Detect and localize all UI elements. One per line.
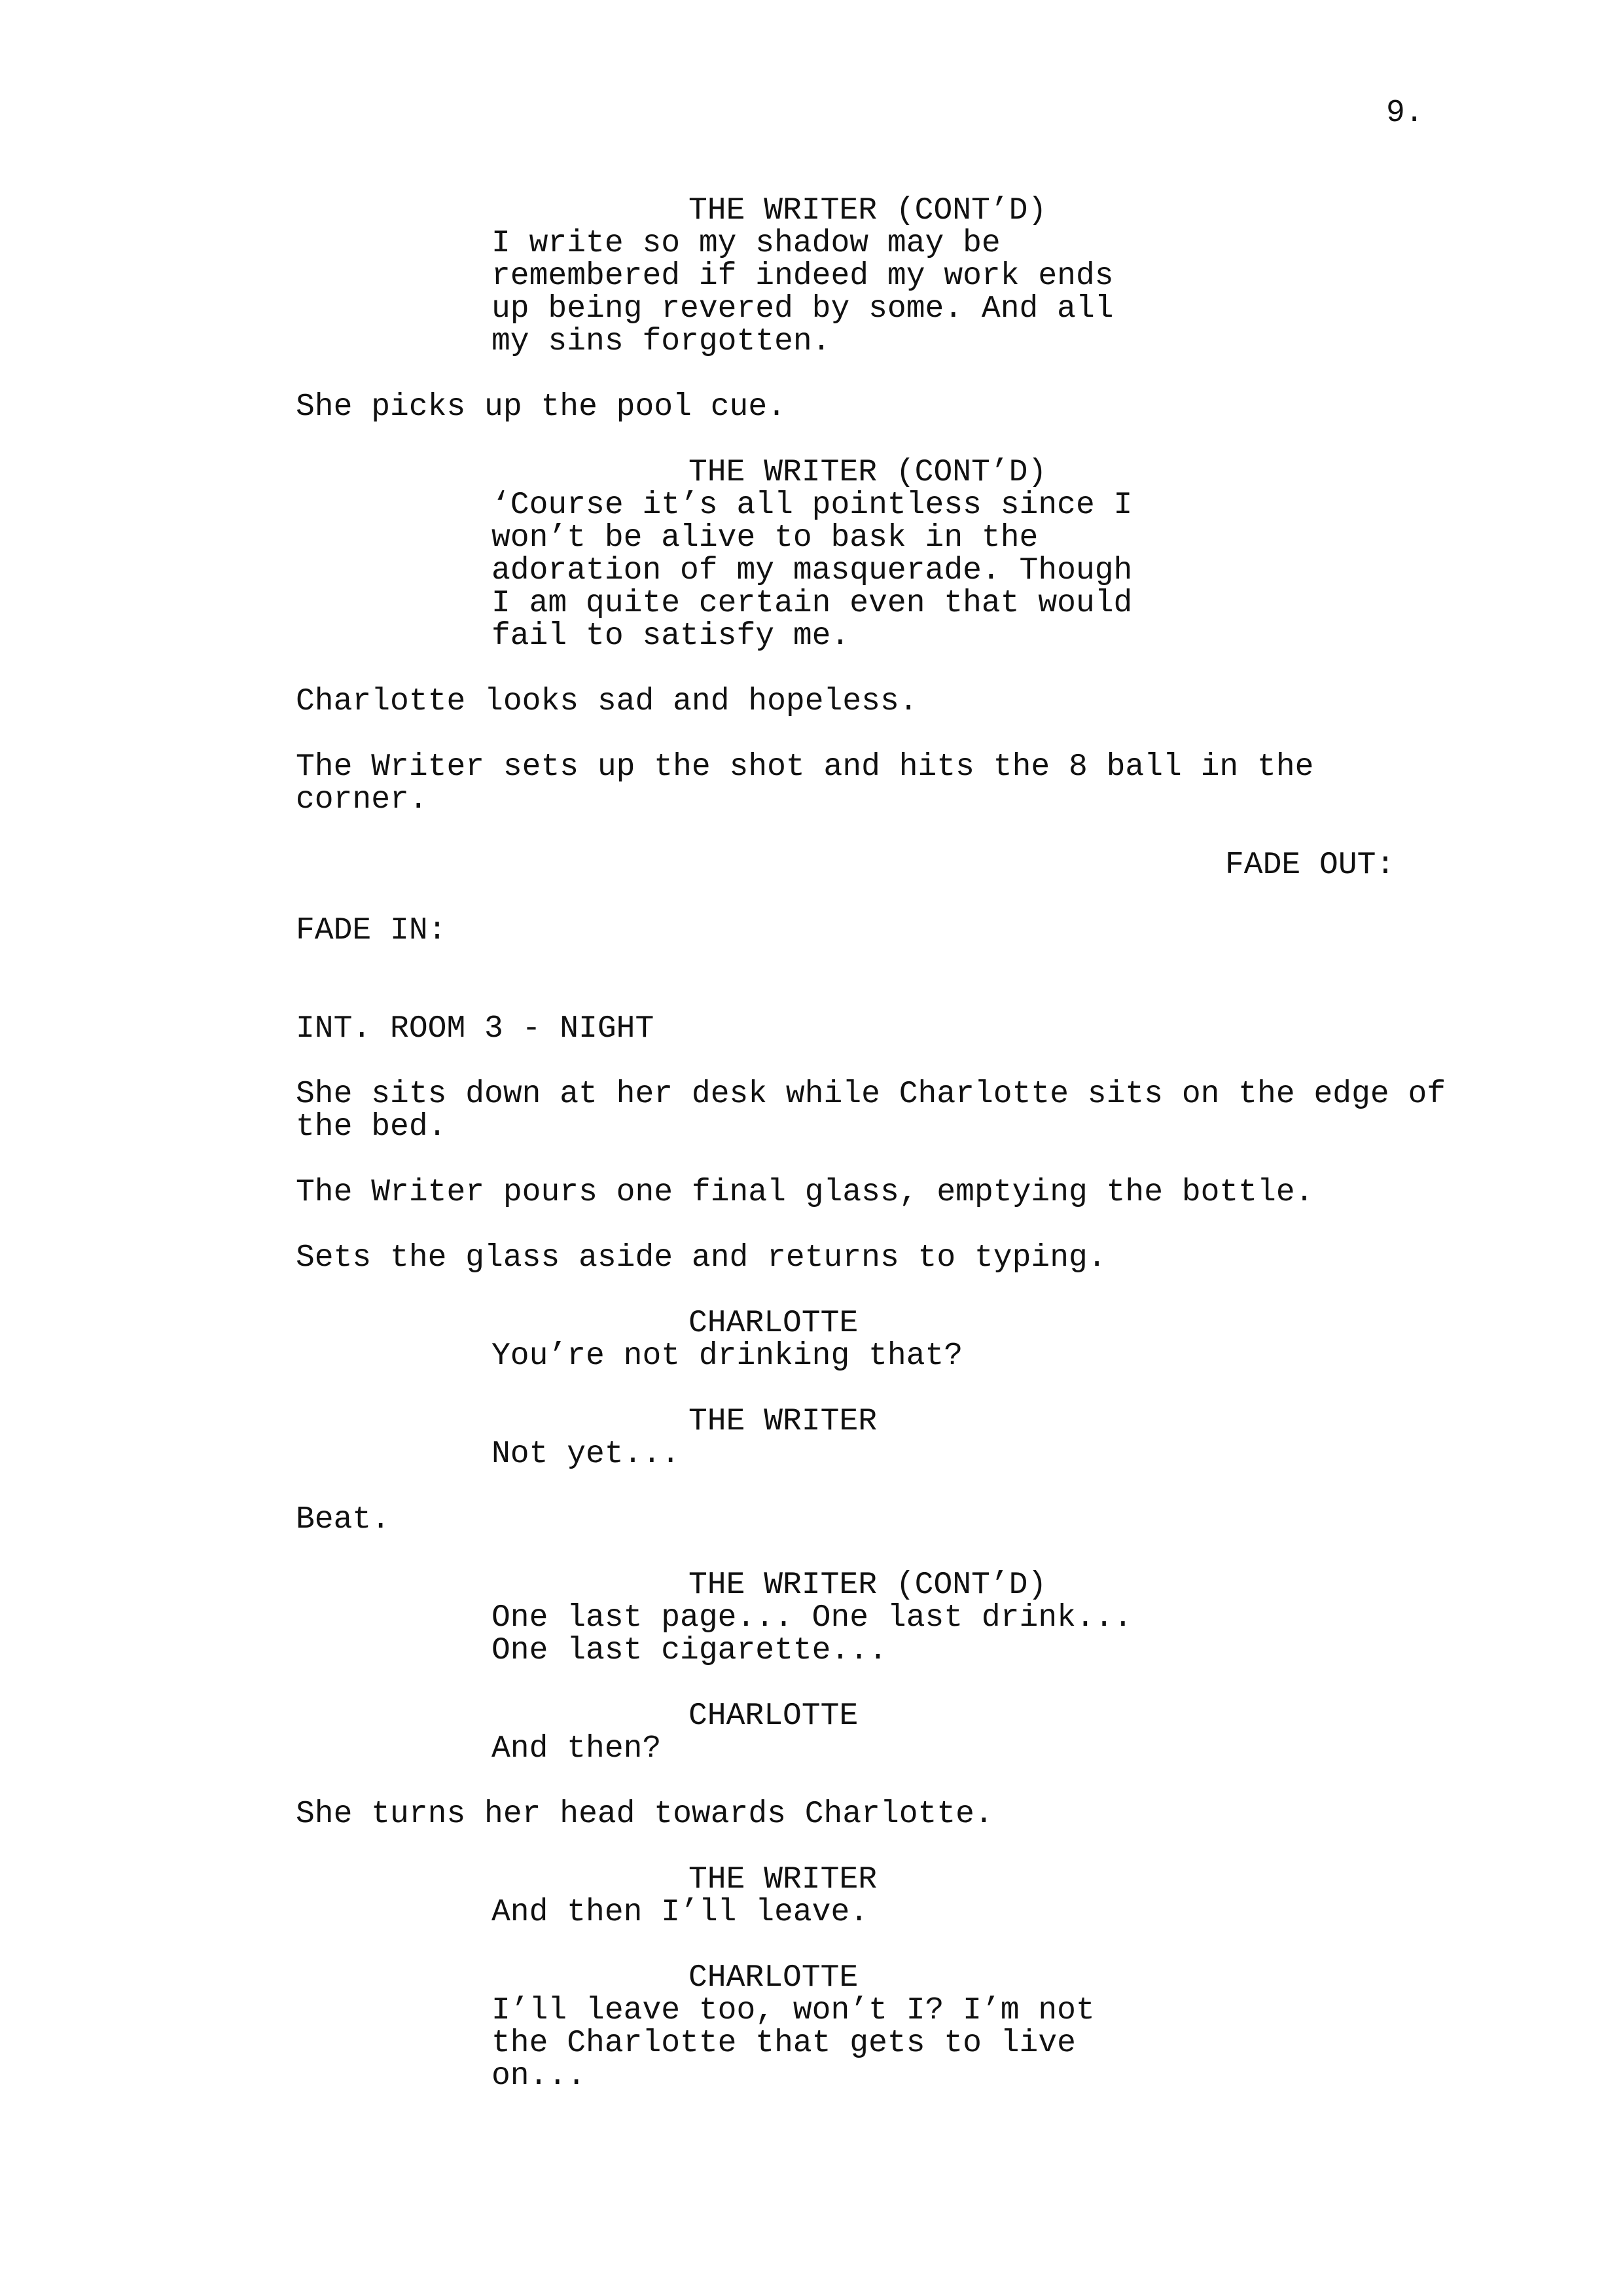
dialogue-line: on... bbox=[491, 2058, 586, 2094]
action-line: the bed. bbox=[296, 1109, 447, 1145]
action-line: She picks up the pool cue. bbox=[296, 389, 786, 425]
dialogue-line: up being revered by some. And all bbox=[491, 291, 1114, 327]
dialogue-line: One last page... One last drink... bbox=[491, 1600, 1133, 1636]
action-line: The Writer pours one final glass, emptying the bottle. bbox=[296, 1175, 1314, 1210]
page-number: 9. bbox=[1386, 96, 1424, 131]
dialogue-line: remembered if indeed my work ends bbox=[491, 259, 1114, 294]
dialogue-line: I’ll leave too, won’t I? I’m not bbox=[491, 1993, 1095, 2028]
dialogue-line: And then? bbox=[491, 1731, 662, 1767]
character-cue: CHARLOTTE bbox=[688, 1960, 859, 1996]
action-line: Beat. bbox=[296, 1502, 391, 1537]
character-cue: THE WRITER bbox=[688, 1862, 878, 1897]
dialogue-line: my sins forgotten. bbox=[491, 324, 831, 359]
dialogue-line: One last cigarette... bbox=[491, 1633, 887, 1668]
dialogue-line: Not yet... bbox=[491, 1437, 681, 1472]
character-cue: CHARLOTTE bbox=[688, 1698, 859, 1734]
action-line: Charlotte looks sad and hopeless. bbox=[296, 684, 918, 719]
transition: FADE OUT: bbox=[1225, 848, 1395, 883]
dialogue-line: I write so my shadow may be bbox=[491, 226, 1001, 261]
dialogue-line: ‘Course it’s all pointless since I bbox=[491, 488, 1133, 523]
dialogue-line: won’t be alive to bask in the bbox=[491, 520, 1039, 556]
action-line: corner. bbox=[296, 782, 428, 817]
character-cue: THE WRITER (CONT’D) bbox=[688, 455, 1047, 490]
scene-heading: INT. ROOM 3 - NIGHT bbox=[296, 1011, 654, 1047]
action-line: The Writer sets up the shot and hits the 8 ball in the bbox=[296, 749, 1314, 785]
dialogue-line: I am quite certain even that would bbox=[491, 586, 1133, 621]
character-cue: THE WRITER (CONT’D) bbox=[688, 193, 1047, 228]
action-line: She turns her head towards Charlotte. bbox=[296, 1797, 993, 1832]
dialogue-line: adoration of my masquerade. Though bbox=[491, 553, 1133, 588]
action-line: FADE IN: bbox=[296, 913, 447, 948]
dialogue-line: the Charlotte that gets to live bbox=[491, 2026, 1076, 2061]
dialogue-line: You’re not drinking that? bbox=[491, 1338, 963, 1374]
character-cue: THE WRITER bbox=[688, 1404, 878, 1439]
action-line: Sets the glass aside and returns to typing. bbox=[296, 1240, 1107, 1276]
character-cue: THE WRITER (CONT’D) bbox=[688, 1568, 1047, 1603]
dialogue-line: And then I’ll leave. bbox=[491, 1895, 869, 1930]
character-cue: CHARLOTTE bbox=[688, 1306, 859, 1341]
action-line: She sits down at her desk while Charlotte sits on the edge of bbox=[296, 1077, 1446, 1112]
dialogue-line: fail to satisfy me. bbox=[491, 619, 850, 654]
